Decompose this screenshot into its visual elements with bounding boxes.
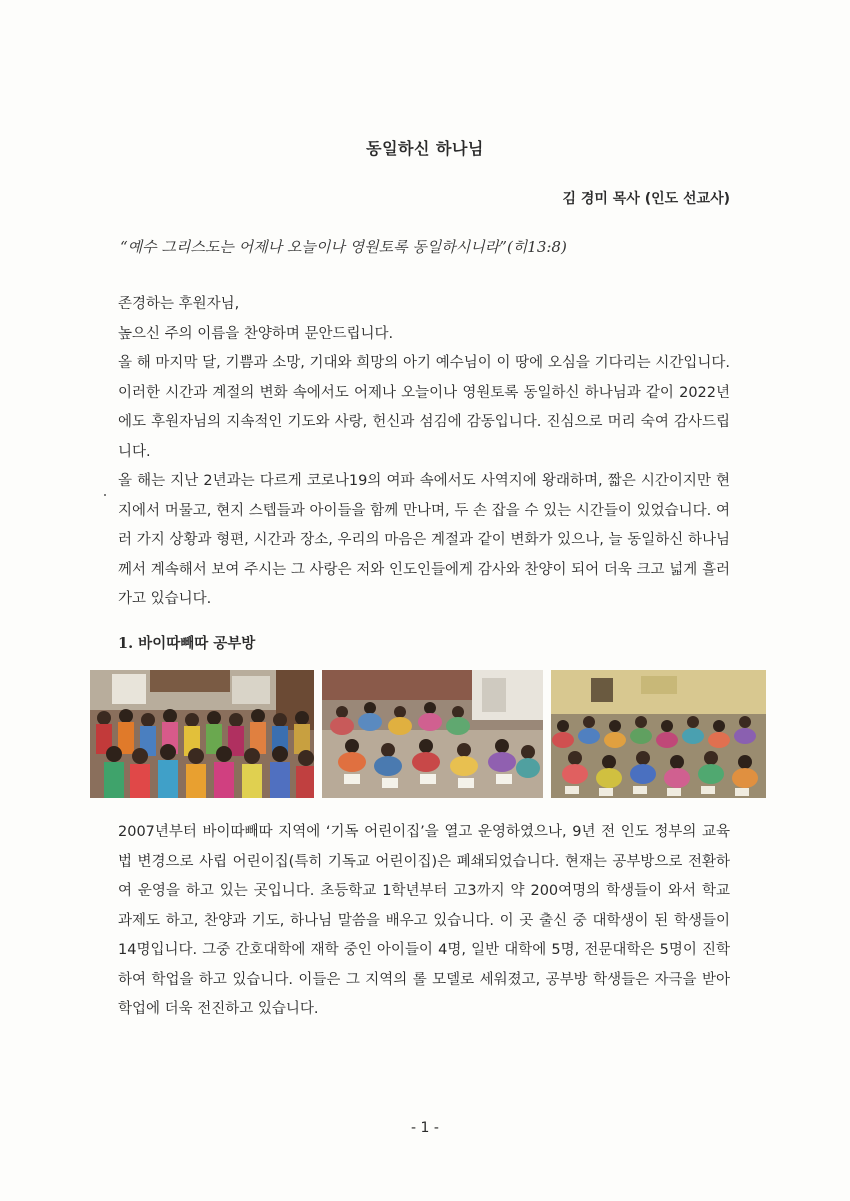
salutation: 존경하는 후원자님, [118,296,240,312]
greeting-line: 높으신 주의 이름을 찬양하며 문안드립니다. [118,325,394,342]
intro-paragraph: 올 해는 지난 2년과는 다르게 코로나19의 여파 속에서도 사역지에 왕래하며, 짧은 시간이지만 현지에서 머물고, 현지 스텝들과 아이들을 함께 만나며, 두 손 잡을 수 있는 시간들이 있었습니다. 여러 가지 상황과 형편, 시간과 장소, 우리의 마음은 계절과 같이 변화가 있으나, 늘 동일하신 하나님께서 계속해서 보여 주시는 그 사랑은 저와 인도인들에게 감사와 찬양이 되어 더욱 크고 넓게 흘러가고 있습니다. [118,473,730,607]
section-text [118,818,730,1025]
scripture-verse: “예수 그리스도는 어제나 오늘이나 영원토록 동일하시니라”(히13:8) [120,238,567,256]
scan-speck [104,494,106,496]
photo-children-praying [90,670,314,798]
author-line: 김 경미 목사 (인도 선교사) [562,191,730,207]
intro-paragraph: 올 해 마지막 달, 기쁨과 소망, 기대와 희망의 아기 예수님이 이 땅에 오심을 기다리는 시간입니다. 이러한 시간과 계절의 변화 속에서도 어제나 오늘이나 영원토록 동일하신 하나님과 같이 2022년에도 후원자님의 지속적인 기도와 사랑, 헌신과 섬김에 감동입니다. 진심으로 머리 숙여 감사드립니다. [118,355,730,460]
photo-row [90,670,766,798]
photo-children-classroom [551,670,766,798]
intro-text [118,290,730,615]
section-heading: 1. 바이따빼따 공부방 [118,635,256,652]
photo-children-studying [322,670,543,798]
page-number: - 1 - [411,1120,439,1136]
page-title: 동일하신 하나님 [366,139,484,158]
section-paragraph: 2007년부터 바이따빼따 지역에 ‘기독 어린이집’을 열고 운영하였으나, 9년 전 인도 정부의 교육법 변경으로 사립 어린이집(특히 기독교 어린이집)은 폐쇄되었습니다. 현재는 공부방으로 전환하여 운영을 하고 있는 곳입니다. 초등학교 1학년부터 고3까지 약 200여명의 학생들이 와서 학교 과제도 하고, 찬양과 기도, 하나님 말씀을 배우고 있습니다. 이 곳 출신 중 대학생이 된 학생들이 14명입니다. 그중 간호대학에 재학 중인 아이들이 4명, 일반 대학에 5명, 전문대학은 5명이 진학하여 학업을 하고 있습니다. 이들은 그 지역의 롤 모델로 세워졌고, 공부방 학생들은 자극을 받아 학업에 더욱 전진하고 있습니다. [118,824,730,1017]
